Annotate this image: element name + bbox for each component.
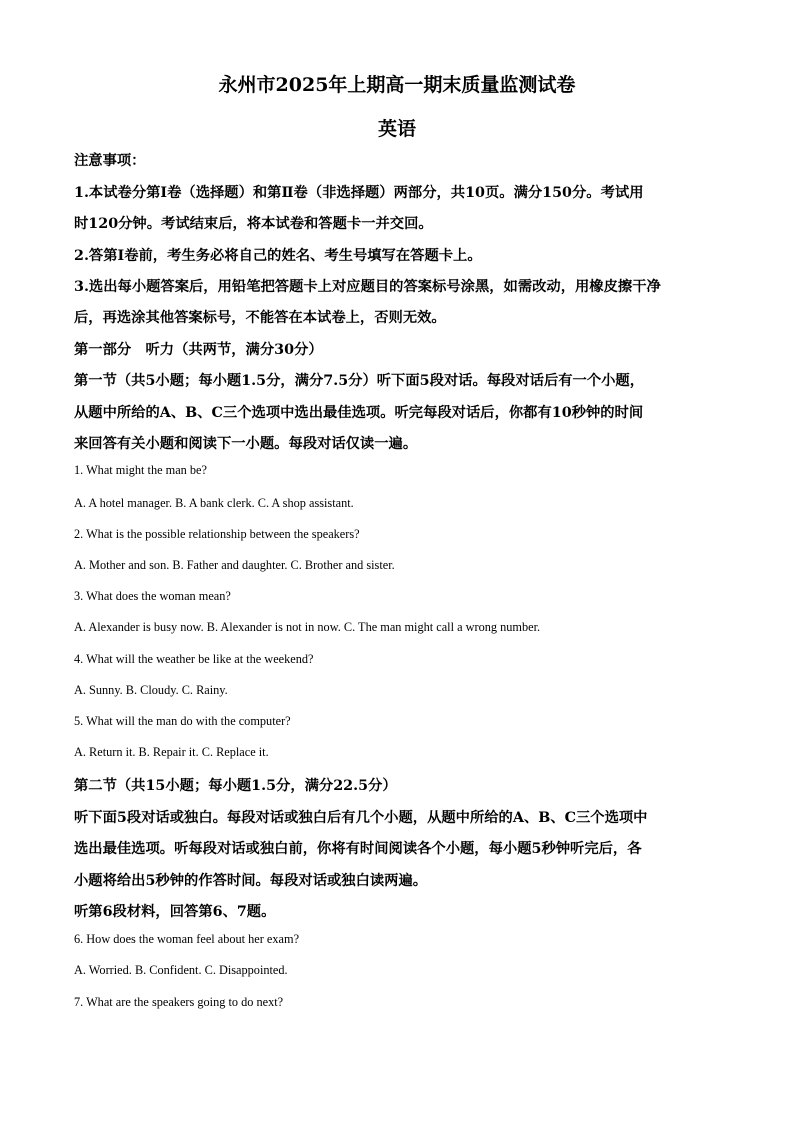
- question: 5. What will the man do with the computer?: [74, 714, 291, 728]
- question-options: A. Mother and son. B. Father and daughter. C. Brother and sister.: [74, 558, 395, 572]
- section2-line: 选出最佳选项。听每段对话或独白前，你将有时间阅读各个小题，每小题5秒钟听完后，各: [74, 841, 642, 857]
- section1-line: 来回答有关小题和阅读下一小题。每段对话仅读一遍。: [74, 436, 418, 452]
- section2-heading: 第二节（共15小题；每小题1.5分，满分22.5分）: [74, 778, 397, 794]
- section1-line: 第一节（共5小题；每小题1.5分，满分7.5分）听下面5段对话。每段对话后有一个小题，: [74, 373, 645, 389]
- notice-line: 1.本试卷分第Ⅰ卷（选择题）和第Ⅱ卷（非选择题）两部分，共10页。满分150分。考试用: [74, 185, 644, 201]
- question: 4. What will the weather be like at the weekend?: [74, 652, 314, 666]
- question-options: A. Worried. B. Confident. C. Disappointed.: [74, 963, 288, 977]
- notice-heading: 注意事项：: [74, 153, 146, 169]
- question-options: A. Return it. B. Repair it. C. Replace it.: [74, 745, 269, 759]
- material6-instruction: 听第6段材料，回答第6、7题。: [74, 904, 276, 920]
- section2-line: 小题将给出5秒钟的作答时间。每段对话或独白读两遍。: [74, 873, 428, 889]
- question-options: A. Alexander is busy now. B. Alexander is not in now. C. The man might call a wrong number.: [74, 620, 541, 634]
- section2-line: 听下面5段对话或独白。每段对话或独白后有几个小题，从题中所给的A、B、C三个选项中: [74, 810, 648, 826]
- exam-title: 永州市2025年上期高一期末质量监测试卷: [218, 74, 576, 96]
- notice-line: 2.答第Ⅰ卷前，考生务必将自己的姓名、考生号填写在答题卡上。: [74, 248, 482, 264]
- question: 2. What is the possible relationship between the speakers?: [74, 527, 360, 541]
- section1-line: 从题中所给的A、B、C三个选项中选出最佳选项。听完每段对话后，你都有10秒钟的时间: [74, 405, 644, 421]
- question: 3. What does the woman mean?: [74, 589, 231, 603]
- question-options: A. Sunny. B. Cloudy. C. Rainy.: [74, 683, 228, 697]
- subject-title: 英语: [377, 118, 416, 140]
- notice-line: 3.选出每小题答案后，用铅笔把答题卡上对应题目的答案标号涂黑，如需改动，用橡皮擦干净: [74, 279, 661, 295]
- notice-line: 后，再选涂其他答案标号，不能答在本试卷上，否则无效。: [74, 310, 446, 326]
- part1-heading: 第一部分 听力（共两节，满分30分）: [74, 342, 323, 358]
- question: 1. What might the man be?: [74, 463, 207, 477]
- question: 6. How does the woman feel about her exam?: [74, 932, 300, 946]
- notice-line: 时120分钟。考试结束后，将本试卷和答题卡一并交回。: [74, 216, 433, 232]
- question: 7. What are the speakers going to do next?: [74, 995, 284, 1009]
- question-options: A. A hotel manager. B. A bank clerk. C. A shop assistant.: [74, 496, 354, 510]
